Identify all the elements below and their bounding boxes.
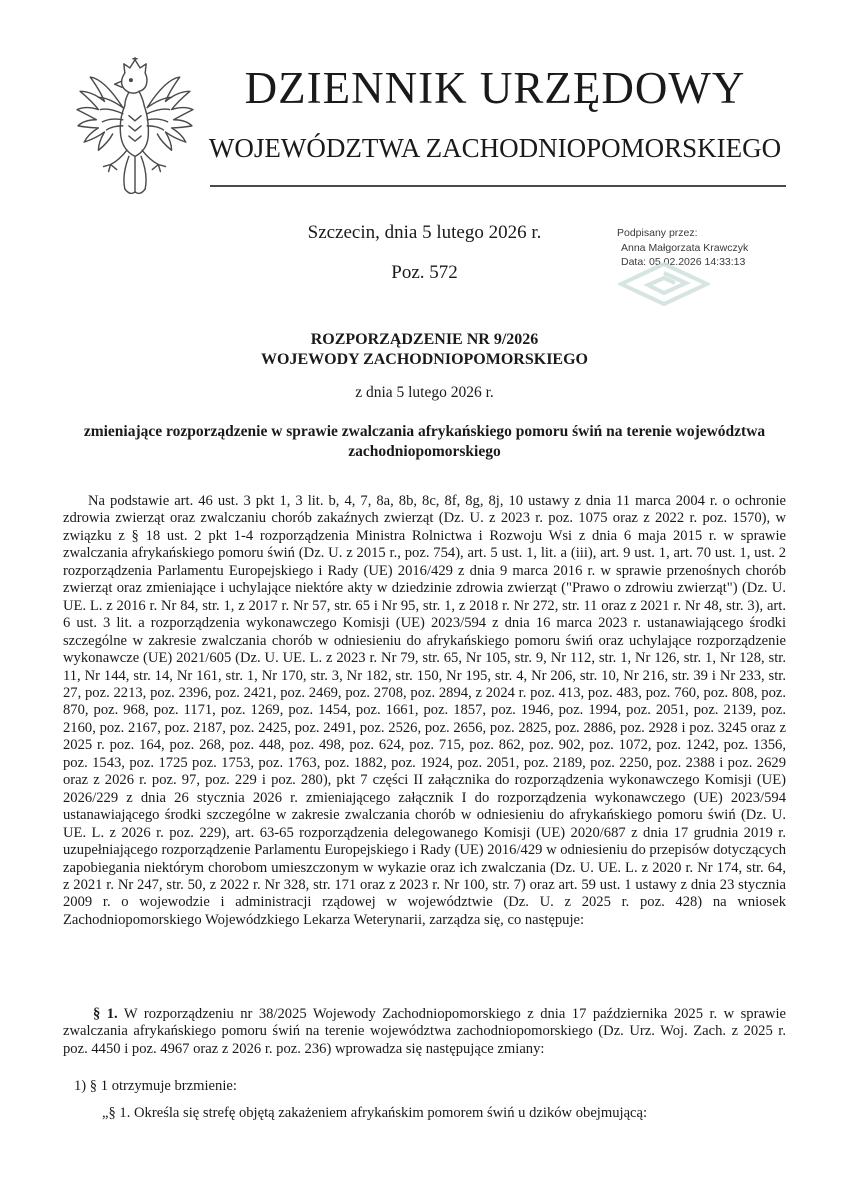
paragraph-1-label: § 1.: [93, 1006, 118, 1022]
position-number: Poz. 572: [391, 262, 458, 283]
place-date: Szczecin, dnia 5 lutego 2026 r.: [307, 222, 542, 243]
act-heading: [63, 330, 786, 369]
act-issuer-line: WOJEWODY ZACHODNIOPOMORSKIEGO: [261, 350, 588, 368]
journal-subtitle: WOJEWÓDZTWA ZACHODNIOPOMORSKIEGO: [208, 133, 782, 163]
act-date: z dnia 5 lutego 2026 r.: [355, 384, 494, 401]
paragraph-1: [63, 1006, 786, 1058]
journal-title: DZIENNIK URZĘDOWY: [244, 63, 746, 113]
signature-signer-name: Anna Małgorzata Krawczyk: [621, 241, 749, 254]
signature-signed-by-label: Podpisany przez:: [617, 227, 698, 239]
coat-of-arms-eagle-icon: [74, 56, 196, 212]
amendment-item-1: 1) § 1 otrzymuje brzmienie:: [74, 1078, 237, 1094]
e-signature-stamp-icon: [618, 261, 710, 312]
quoted-provision: „§ 1. Określa się strefę objętą zakażeniem afrykańskim pomorem świń u dzików obejmującą:: [102, 1105, 648, 1121]
paragraph-1-text: W rozporządzeniu nr 38/2025 Wojewody Zachodniopomorskiego z dnia 17 października 2025 r. w sprawie zwalczania afrykańskiego pomoru świń na terenie województwa zachodniopomorskiego (Dz. Urz. Woj. Zach. z 2025 r. poz. 4450 i poz. 4967 oraz z 2026 r. poz. 236) wprowadza się następujące zmiany:: [63, 1006, 787, 1057]
act-subject: zmieniające rozporządzenie w sprawie zwalczania afrykańskiego pomoru świń na terenie województwa zachodniopomorskiego: [83, 423, 766, 460]
act-title-line: ROZPORZĄDZENIE NR 9/2026: [310, 331, 539, 348]
masthead-divider: [210, 185, 786, 187]
preamble-paragraph: Na podstawie art. 46 ust. 3 pkt 1, 3 lit. b, 4, 7, 8a, 8b, 8c, 8f, 8g, 8j, 10 ustawy z dnia 11 marca 2004 r. o ochronie zdrowia zwierząt oraz zwalczaniu chorób zakaźnych zwierząt (Dz. U. z 2023 r. poz. 1075 oraz z 2022 r. poz. 1570), w związku z § 18 ust. 2 pkt 1-4 rozporządzenia Ministra Rolnictwa i Rozwoju Wsi z dnia 6 maja 2015 r. w sprawie zwalczania afrykańskiego pomoru świń (Dz. U. z 2015 r., poz. 754), art. 5 ust. 1, lit. a (iii), art. 9 ust. 1, art. 70 ust. 1, ust. 2 rozporządzenia Parlamentu Europejskiego i Rady (UE) 2016/429 z dnia 9 marca 2016 r. w sprawie przenośnych chorób zwierząt oraz zmieniające i uchylające niektóre akty w dziedzinie zdrowia zwierząt ("Prawo o zdrowiu zwierząt") (Dz. U. UE. L. z 2016 r. Nr 84, str. 1, z 2017 r. Nr 57, str. 65 i Nr 95, str. 1, z 2018 r. Nr 272, str. 11 oraz z 2021 r. Nr 48, str. 3), art. 6 ust. 3 lit. a rozporządzenia wykonawczego Komisji (UE) 2023/594 z dnia 16 marca 2023 r. ustanawiającego środki szczególne w zakresie zwalczania chorób w odniesieniu do afrykańskiego pomoru świń oraz uchylające rozporządzenie wykonawcze (UE) 2021/605 (Dz. U. UE. L. z 2023 r. Nr 79, str. 65, Nr 105, str. 9, Nr 112, str. 1, Nr 126, str. 1, Nr 128, str. 11, Nr 144, str. 14, Nr 161, str. 1, Nr 170, str. 3, Nr 182, str. 150, Nr 195, str. 4, Nr 206, str. 10, Nr 216, str. 39 i Nr 233, str. 27, poz. 2213, poz. 2396, poz. 2421, poz. 2469, poz. 2708, poz. 2894, z 2024 r. poz. 413, poz. 483, poz. 760, poz. 808, poz. 870, poz. 968, poz. 1171, poz. 1269, poz. 1454, poz. 1661, poz. 1857, poz. 1946, poz. 1994, poz. 2051, poz. 2139, poz. 2160, poz. 2167, poz. 2187, poz. 2425, poz. 2491, poz. 2526, poz. 2656, poz. 2825, poz. 2886, poz. 2928 i poz. 3245 oraz z 2025 r. poz. 164, poz. 268, poz. 448, poz. 498, poz. 624, poz. 715, poz. 862, poz. 902, poz. 1072, poz. 1242, poz. 1356, poz. 1543, poz. 1725 poz. 1753, poz. 1763, poz. 1882, poz. 1924, poz. 2051, poz. 2189, poz. 2250, poz. 2388 i poz. 2629 oraz z 2026 r. poz. 97, poz. 229 i poz. 280), pkt 7 części II załącznika do rozporządzenia wykonawczego Komisji (UE) 2026/229 z dnia 26 stycznia 2026 r. zmieniającego załącznik I do rozporządzenia wykonawczego (UE) 2023/594 ustanawiającego środki szczególne w zakresie zwalczania chorób w odniesieniu do afrykańskiego pomoru świń (Dz. U. UE. L. z 2026 r. poz. 229), art. 63-65 rozporządzenia delegowanego Komisji (UE) 2020/687 z dnia 17 grudnia 2019 r. uzupełniającego rozporządzenie Parlamentu Europejskiego i Rady (UE) 2016/429 w odniesieniu do przepisów dotyczących zapobiegania niektórym chorobom umieszczonym w wykazie oraz ich zwalczania (Dz. U. UE. L. z 2020 r. Nr 174, str. 64, z 2021 r. Nr 247, str. 50, z 2022 r. Nr 328, str. 171 oraz z 2023 r. Nr 100, str. 7) oraz art. 59 ust. 1 ustawy z dnia 23 stycznia 2009 r. o wojewodzie i administracji rządowej w województwie (Dz. U. z 2025 r. poz. 428) na wniosek Zachodniopomorskiego Wojewódzkiego Lekarza Weterynarii, zarządza się, co następuje:: [63, 493, 786, 928]
signature-date: Data: 05.02.2026 14:33:13: [621, 256, 746, 268]
